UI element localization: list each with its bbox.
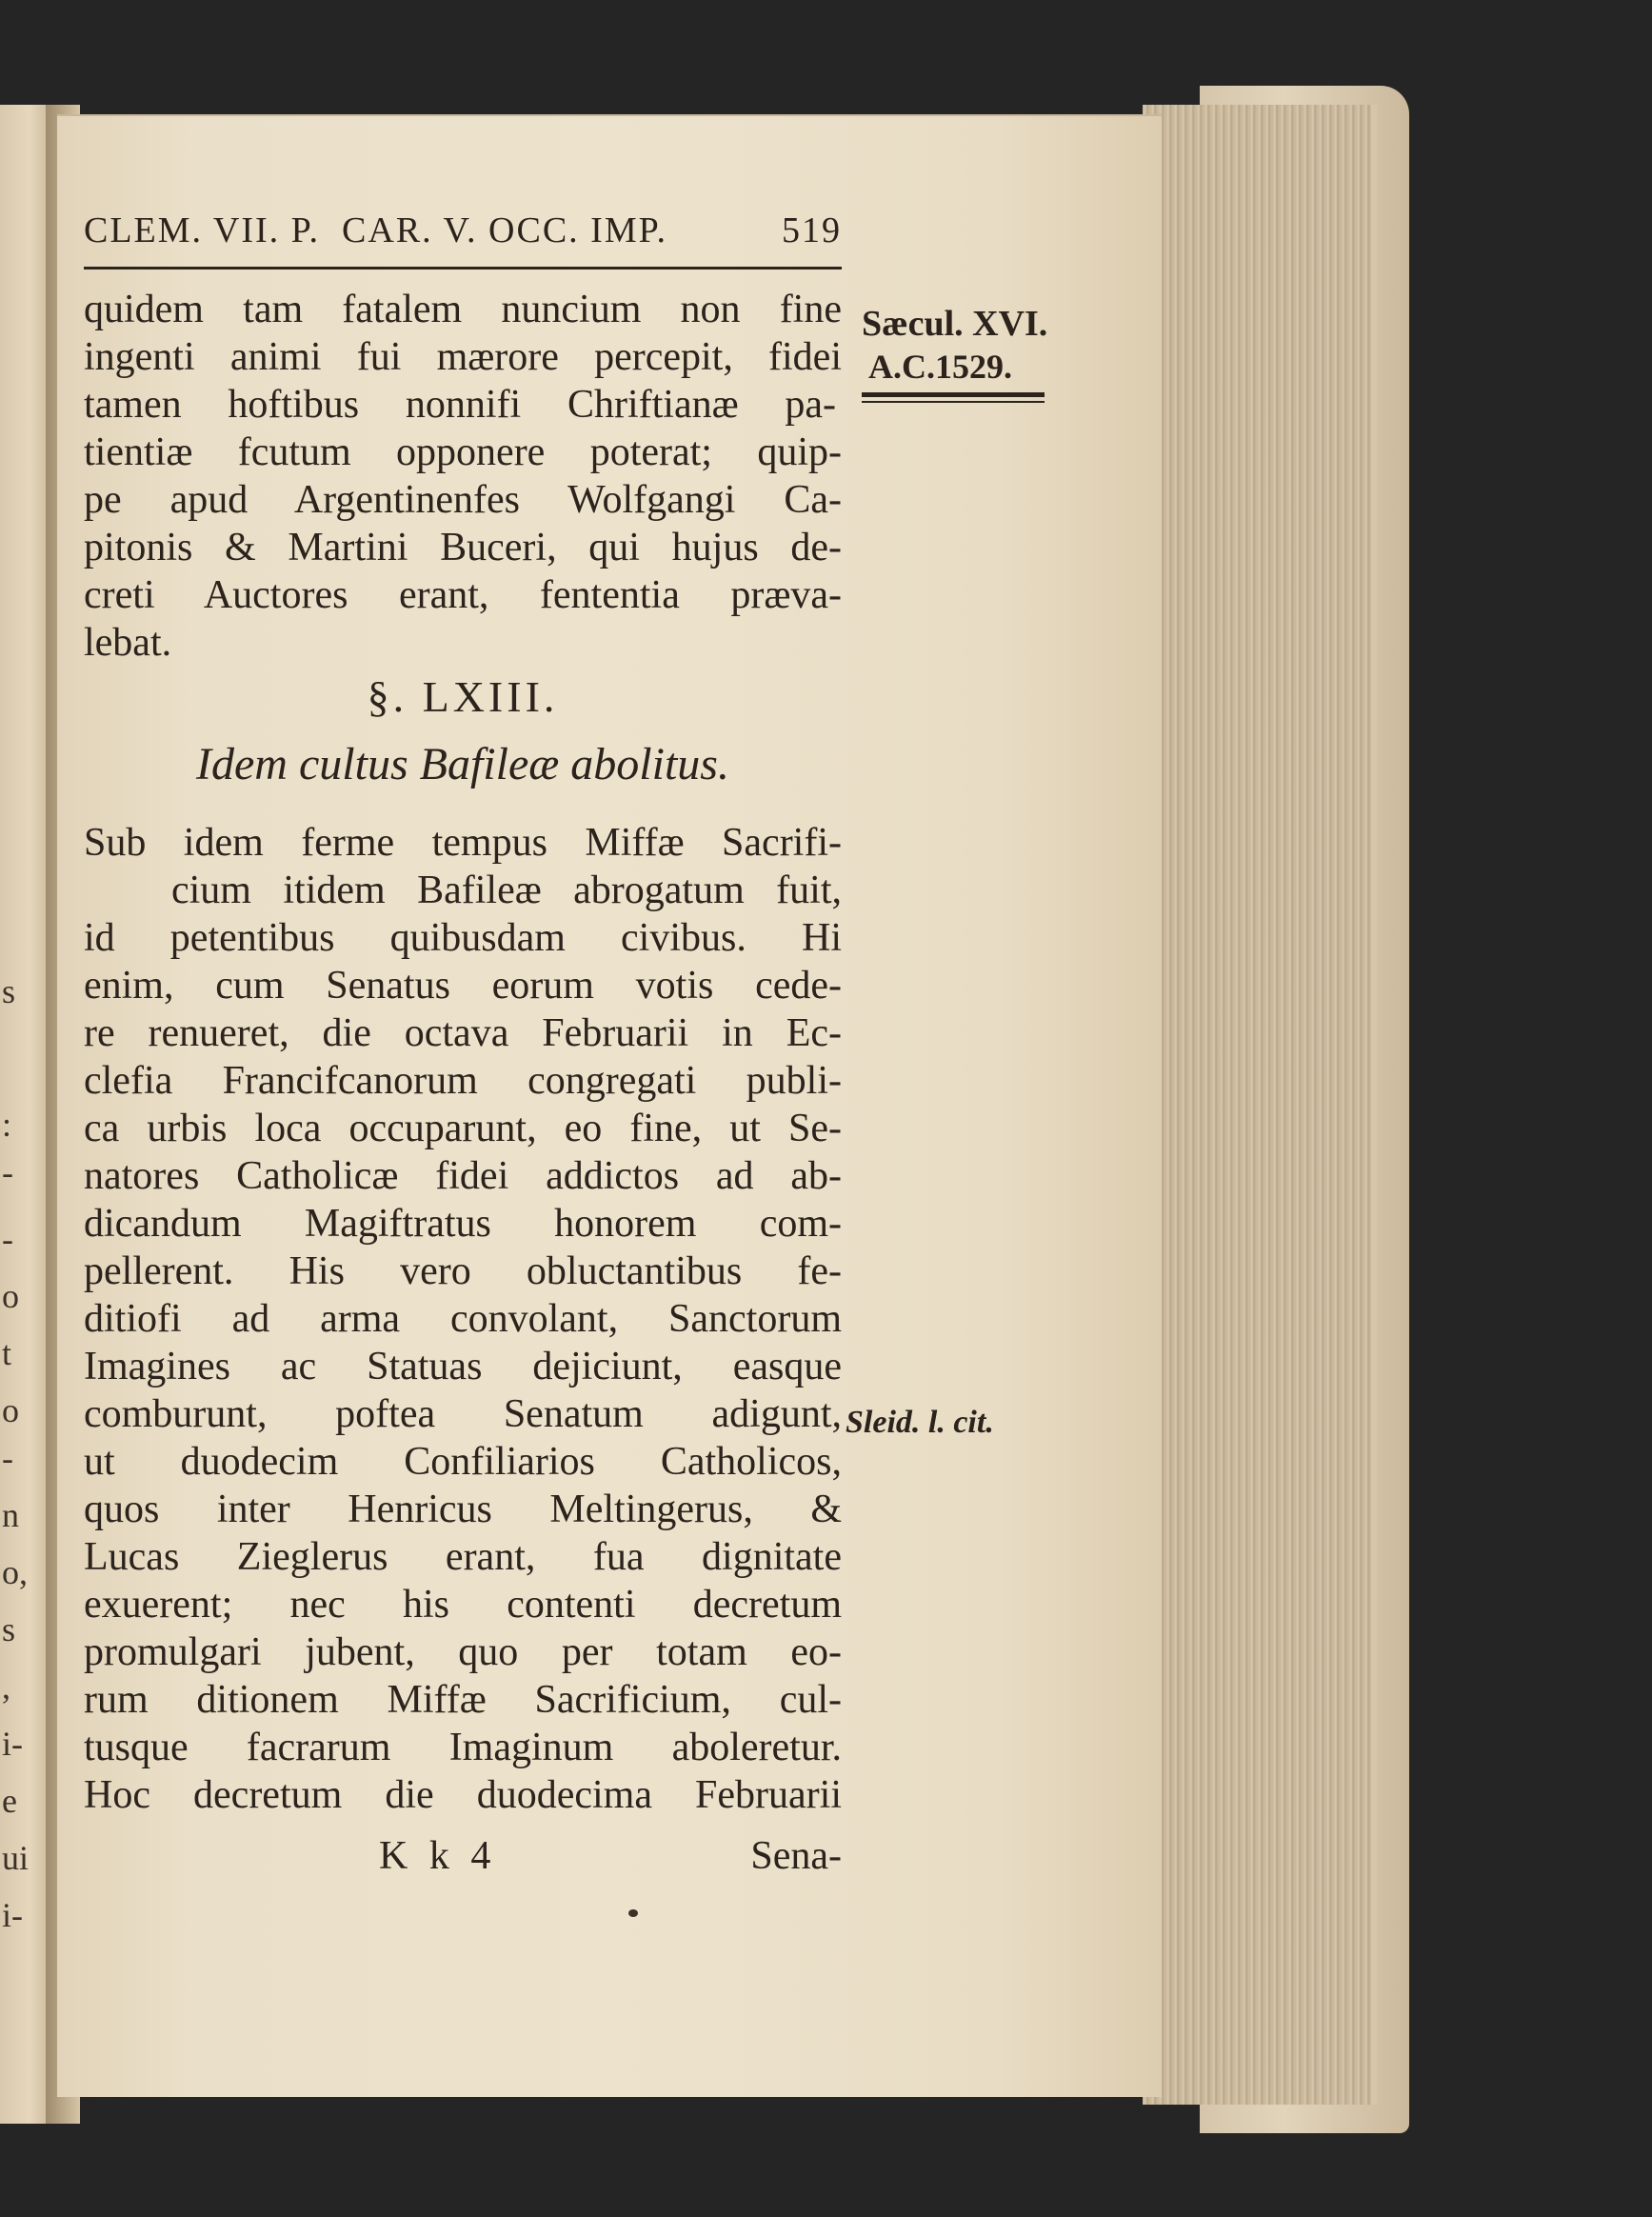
text-line: clefia Francifcanorum congregati publi- bbox=[84, 1059, 842, 1103]
section-title: Idem cultus Bafileæ abolitus. bbox=[196, 739, 729, 789]
running-title: CLEM. VII. P. CAR. V. OCC. IMP. bbox=[84, 210, 668, 250]
text-line: ca urbis loca occuparunt, eo fine, ut Se- bbox=[84, 1107, 842, 1150]
previous-page-edge bbox=[0, 105, 50, 2124]
text-line: quidem tam fatalem nuncium non fine bbox=[84, 288, 842, 331]
page-block-fore-edge bbox=[1143, 105, 1377, 2105]
previous-page-margin bbox=[0, 105, 29, 2124]
text-line: ditiofi ad arma convolant, Sanctorum bbox=[84, 1297, 842, 1341]
left-margin-fragment: - bbox=[2, 1439, 13, 1477]
text-line: pe apud Argentinenfes Wolfgangi Ca- bbox=[84, 478, 842, 522]
signature-mark: K k 4 bbox=[379, 1834, 497, 1878]
left-margin-fragment: - bbox=[2, 1220, 13, 1258]
ink-speck bbox=[628, 1909, 638, 1917]
text-line: promulgari jubent, quo per totam eo- bbox=[84, 1630, 842, 1674]
text-line: dicandum Magiftratus honorem com- bbox=[84, 1202, 842, 1246]
text-line: quos inter Henricus Meltingerus, & bbox=[84, 1488, 842, 1531]
text-line: ingenti animi fui mærore percepit, fidei bbox=[84, 335, 842, 379]
left-margin-fragment: t bbox=[2, 1334, 12, 1372]
page-footer bbox=[84, 1833, 842, 1887]
left-margin-fragment: i- bbox=[2, 1896, 23, 1934]
header-rule bbox=[84, 267, 842, 270]
section-number: §. LXIII. bbox=[367, 672, 559, 721]
left-margin-fragment: o, bbox=[2, 1553, 28, 1591]
text-line: re renueret, die octava Februarii in Ec- bbox=[84, 1011, 842, 1055]
text-line: tientiæ fcutum opponere poterat; quip- bbox=[84, 430, 842, 474]
margin-year: A.C.1529. bbox=[868, 348, 1012, 386]
margin-century: Sæcul. XVI. bbox=[862, 304, 1048, 344]
margin-rule bbox=[862, 392, 1045, 397]
left-margin-fragment: , bbox=[2, 1668, 10, 1706]
text-line: lebat. bbox=[84, 621, 172, 665]
left-margin-fragment: n bbox=[2, 1496, 19, 1534]
text-line: tusque facrarum Imaginum aboleretur. bbox=[84, 1726, 842, 1769]
left-margin-fragment: o bbox=[2, 1391, 19, 1429]
text-line: tamen hoftibus nonnifi Chriftianæ pa- bbox=[84, 383, 836, 427]
text-line: pitonis & Martini Buceri, qui hujus de- bbox=[84, 526, 842, 569]
left-margin-fragment: ui bbox=[2, 1839, 30, 1877]
text-line: cium itidem Bafileæ abrogatum fuit, bbox=[171, 869, 842, 912]
text-line: natores Catholicæ fidei addictos ad ab- bbox=[84, 1154, 842, 1198]
text-line: rum ditionem Miffæ Sacrificium, cul- bbox=[84, 1678, 842, 1722]
page-number: 519 bbox=[782, 210, 842, 250]
left-margin-fragment: s bbox=[2, 1610, 16, 1648]
text-line: Sub idem ferme tempus Miffæ Sacrifi- bbox=[84, 821, 842, 865]
left-margin-fragment: e bbox=[2, 1782, 17, 1820]
text-line: Hoc decretum die duodecima Februarii bbox=[84, 1773, 842, 1817]
text-line: exuerent; nec his contenti decretum bbox=[84, 1583, 842, 1627]
left-margin-fragment: i- bbox=[2, 1725, 23, 1763]
text-line: creti Auctores erant, fententia præva- bbox=[84, 573, 842, 617]
catchword: Sena- bbox=[750, 1834, 842, 1878]
left-margin-fragment: - bbox=[2, 1153, 13, 1191]
text-line: id petentibus quibusdam civibus. Hi bbox=[84, 916, 842, 960]
text-line: pellerent. His vero obluctantibus fe- bbox=[84, 1249, 842, 1293]
text-line: ut duodecim Confiliarios Catholicos, bbox=[84, 1440, 842, 1484]
text-line: Lucas Zieglerus erant, fua dignitate bbox=[84, 1535, 842, 1579]
text-line: comburunt, poftea Senatum adigunt, bbox=[84, 1392, 842, 1436]
left-margin-fragment: s bbox=[2, 972, 16, 1010]
margin-rule bbox=[862, 401, 1045, 403]
text-line: enim, cum Senatus eorum votis cede- bbox=[84, 964, 842, 1008]
left-margin-fragment: o bbox=[2, 1277, 19, 1315]
running-head bbox=[84, 210, 842, 261]
left-margin-fragment: : bbox=[2, 1106, 12, 1144]
margin-citation: Sleid. l. cit. bbox=[846, 1405, 994, 1440]
text-line: Imagines ac Statuas dejiciunt, easque bbox=[84, 1345, 842, 1388]
